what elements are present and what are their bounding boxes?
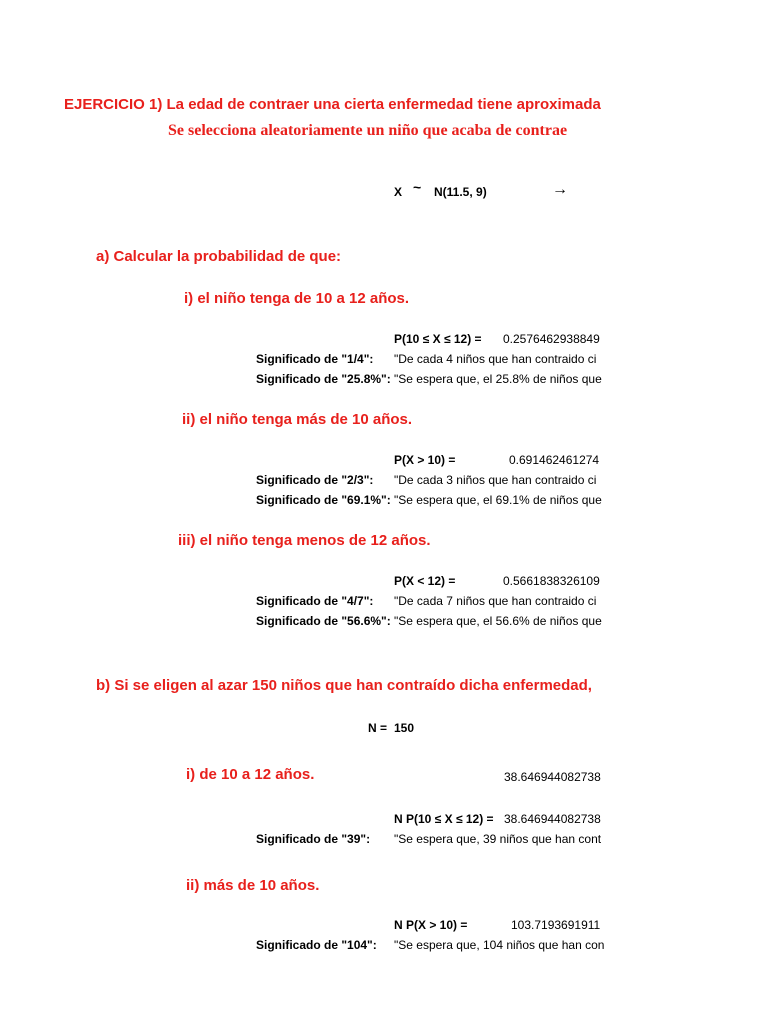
meaning-text: "De cada 7 niños que han contraido ci xyxy=(394,594,597,608)
part-a-item-3-prob-value: 0.5661838326109 xyxy=(503,574,600,588)
meaning-text: "Se espera que, el 56.6% de niños que xyxy=(394,614,602,628)
part-a-item-1-heading: i) el niño tenga de 10 a 12 años. xyxy=(184,290,410,307)
n-value: 150 xyxy=(394,721,415,735)
part-b-item-2-np-label: N P(X > 10) = xyxy=(394,918,468,932)
meaning-label: Significado de "25.8%": xyxy=(256,372,391,386)
part-a-item-3-prob-label: P(X < 12) = xyxy=(394,574,456,588)
meaning-label: Significado de "104": xyxy=(256,938,377,952)
part-b-item-1-value: 38.646944082738 xyxy=(504,770,601,784)
part-b-item-1-np-label: N P(10 ≤ X ≤ 12) = xyxy=(394,812,494,826)
tilde-symbol: ~ xyxy=(413,179,422,195)
meaning-label: Significado de "1/4": xyxy=(256,352,374,366)
exercise-title: EJERCICIO 1) La edad de contraer una cierta enfermedad tiene aproximada xyxy=(64,96,601,113)
meaning-label: Significado de "2/3": xyxy=(256,473,374,487)
n-label: N = xyxy=(368,721,388,735)
meaning-label: Significado de "69.1%": xyxy=(256,493,391,507)
part-a-item-1-prob-value: 0.2576462938849 xyxy=(503,332,600,346)
part-b-item-1-heading: i) de 10 a 12 años. xyxy=(186,766,315,783)
part-a-title: a) Calcular la probabilidad de que: xyxy=(96,248,342,265)
meaning-label: Significado de "4/7": xyxy=(256,594,374,608)
meaning-text: "Se espera que, 104 niños que han con xyxy=(394,938,605,952)
part-b-item-2-heading: ii) más de 10 años. xyxy=(186,877,320,894)
part-a-item-2-prob-value: 0.691462461274 xyxy=(509,453,600,467)
part-b-title: b) Si se eligen al azar 150 niños que han contraído dicha enfermedad, xyxy=(96,677,592,694)
meaning-text: "De cada 3 niños que han contraido ci xyxy=(394,473,597,487)
part-a-item-2-heading: ii) el niño tenga más de 10 años. xyxy=(182,411,413,428)
meaning-text: "De cada 4 niños que han contraido ci xyxy=(394,352,597,366)
part-a-item-1-prob-label: P(10 ≤ X ≤ 12) = xyxy=(394,332,482,346)
part-a-item-2-prob-label: P(X > 10) = xyxy=(394,453,456,467)
meaning-label: Significado de "39": xyxy=(256,832,371,846)
meaning-label: Significado de "56.6%": xyxy=(256,614,391,628)
meaning-text: "Se espera que, 39 niños que han cont xyxy=(394,832,602,846)
part-a-item-3-heading: iii) el niño tenga menos de 12 años. xyxy=(178,532,431,549)
random-variable: X xyxy=(394,185,403,199)
part-b-item-2-np-value: 103.7193691911 xyxy=(511,918,601,932)
exercise-subtitle: Se selecciona aleatoriamente un niño que acaba de contrae xyxy=(168,122,568,139)
meaning-text: "Se espera que, el 69.1% de niños que xyxy=(394,493,602,507)
part-b-item-1-np-value: 38.646944082738 xyxy=(504,812,601,826)
meaning-text: "Se espera que, el 25.8% de niños que xyxy=(394,372,602,386)
right-arrow-icon: → xyxy=(552,181,568,198)
distribution-params: N(11.5, 9) xyxy=(434,185,487,199)
